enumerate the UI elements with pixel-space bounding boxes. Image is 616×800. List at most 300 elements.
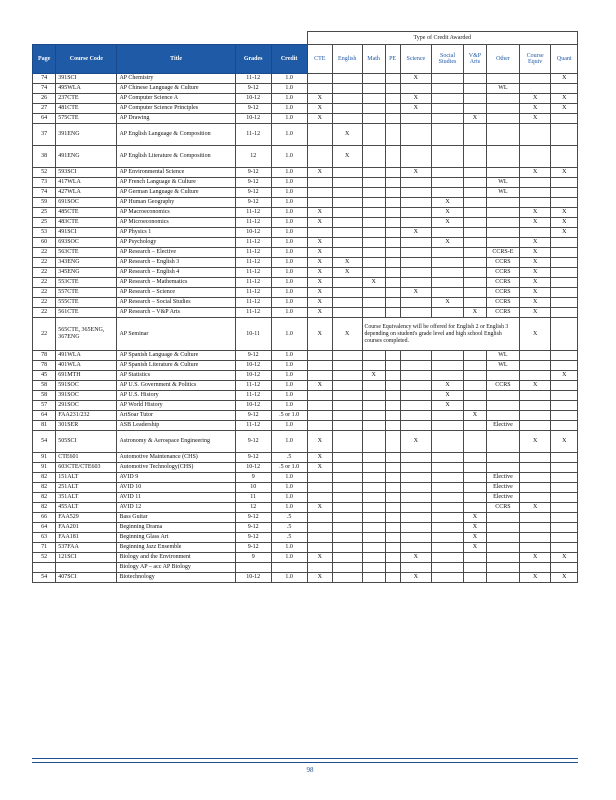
cell-quant [551,351,578,361]
table-row [33,421,578,431]
cell-pe [385,401,400,411]
cell-pe [385,218,400,228]
cell-grades: 11 [235,493,271,503]
cell-pe [385,258,400,268]
cell-page: 53 [33,228,56,238]
cell-grades: 10-12 [235,228,271,238]
cell-pe [385,278,400,288]
cell-quant: X [551,218,578,228]
cell-page: 82 [33,493,56,503]
cell-course-code: FAA201 [56,523,117,533]
cell-title: AP Drawing [117,114,235,124]
cell-equiv [519,124,551,146]
cell-cte: X [307,218,332,228]
cell-science [400,411,432,421]
cell-social [432,278,464,288]
cell-other: CCRS [487,268,520,278]
cell-quant [551,84,578,94]
cell-science [400,268,432,278]
cell-vpa [463,146,486,168]
cell-english [332,483,362,493]
cell-other [487,168,520,178]
cell-course-code: 417WLA [56,178,117,188]
cell-other [487,391,520,401]
cell-math [362,268,385,278]
cell-other [487,218,520,228]
cell-math [362,453,385,463]
cell-equiv [519,198,551,208]
cell-vpa [463,463,486,473]
cell-quant [551,483,578,493]
cell-english: X [332,258,362,268]
table-row [33,238,578,248]
cell-social [432,248,464,258]
cell-equiv: X [519,208,551,218]
cell-quant [551,124,578,146]
cell-equiv: X [519,104,551,114]
cell-empty [271,563,307,573]
cell-science: X [400,104,432,114]
table-row [33,411,578,421]
cell-science [400,298,432,308]
cell-science: X [400,288,432,298]
cell-quant: X [551,104,578,114]
cell-other [487,238,520,248]
cell-pe [385,533,400,543]
cell-grades: 11-12 [235,381,271,391]
cell-empty [551,563,578,573]
cell-other [487,371,520,381]
cell-science: X [400,168,432,178]
cell-math [362,523,385,533]
cell-vpa: X [463,523,486,533]
cell-math [362,391,385,401]
cell-cte: X [307,288,332,298]
cell-course-code: 455ALT [56,503,117,513]
cell-social [432,74,464,84]
cell-math [362,533,385,543]
cell-course-code: 591SOC [56,381,117,391]
cell-page: 66 [33,513,56,523]
cell-grades: 9 [235,553,271,563]
cell-social [432,483,464,493]
cell-science [400,198,432,208]
cell-credit: 1.0 [271,483,307,493]
cell-other [487,533,520,543]
cell-credit: 1.0 [271,74,307,84]
cell-quant [551,258,578,268]
cell-credit: 1.0 [271,351,307,361]
cell-equiv [519,421,551,431]
cell-grades: 11-12 [235,248,271,258]
cell-social: X [432,208,464,218]
cell-pe [385,84,400,94]
cell-vpa: X [463,533,486,543]
cell-grades: 9-12 [235,533,271,543]
cell-equiv [519,371,551,381]
cell-social: X [432,391,464,401]
cell-credit: .5 or 1.0 [271,463,307,473]
cell-page: 64 [33,114,56,124]
cell-cte: X [307,248,332,258]
cell-page: 25 [33,208,56,218]
cell-pe [385,114,400,124]
cell-vpa [463,573,486,583]
cell-social [432,168,464,178]
cell-grades: 12 [235,503,271,513]
cell-grades: 11-12 [235,308,271,318]
cell-math [362,84,385,94]
cell-quant: X [551,371,578,381]
cell-credit: 1.0 [271,308,307,318]
table-row [33,124,578,146]
cell-equiv: X [519,573,551,583]
cell-science [400,308,432,318]
table-row [33,431,578,453]
cell-empty [432,563,464,573]
table-row [33,533,578,543]
cell-credit: 1.0 [271,503,307,513]
cell-equiv [519,543,551,553]
cell-english [332,391,362,401]
table-row [33,298,578,308]
cell-other: Elective [487,473,520,483]
cell-social [432,543,464,553]
cell-equiv [519,228,551,238]
cell-page: 58 [33,381,56,391]
cell-title: Beginning Drama [117,523,235,533]
cell-grades: 11-12 [235,238,271,248]
cell-science [400,493,432,503]
cell-grades: 11-12 [235,298,271,308]
cell-math [362,513,385,523]
cell-title: AP Chinese Language & Culture [117,84,235,94]
cell-course-code: FAA529 [56,513,117,523]
cell-pe [385,308,400,318]
cell-page: 64 [33,411,56,421]
table-row [33,74,578,84]
cell-math [362,168,385,178]
table-row [33,178,578,188]
cell-title: Biology and the Environment [117,553,235,563]
cell-math [362,228,385,238]
cell-math [362,104,385,114]
cell-math [362,401,385,411]
cell-grades: 10-12 [235,401,271,411]
cell-course-code: 555CTE [56,298,117,308]
cell-science [400,473,432,483]
cell-social [432,361,464,371]
cell-title: AP U.S. Government & Politics [117,381,235,391]
cell-vpa [463,178,486,188]
cell-quant [551,238,578,248]
table-row [33,473,578,483]
cell-pe [385,463,400,473]
cell-english [332,178,362,188]
cell-pe [385,188,400,198]
cell-title: Biotechnology [117,573,235,583]
cell-credit: 1.0 [271,218,307,228]
cell-science [400,533,432,543]
cell-vpa [463,238,486,248]
cell-english [332,381,362,391]
column-header-pe: PE [385,45,400,74]
cell-cte: X [307,381,332,391]
cell-math [362,421,385,431]
cell-math [362,114,385,124]
cell-title: AP Research – Mathematics [117,278,235,288]
cell-course-code: 495WLA [56,84,117,94]
cell-grades: 10-12 [235,371,271,381]
table-row [33,218,578,228]
cell-vpa [463,473,486,483]
cell-cte: X [307,503,332,513]
cell-equiv [519,523,551,533]
cell-vpa [463,493,486,503]
cell-other [487,94,520,104]
cell-title: AVID 12 [117,503,235,513]
cell-course-code: 481CTE [56,104,117,114]
cell-math [362,493,385,503]
cell-pe [385,248,400,258]
cell-vpa [463,188,486,198]
cell-cte: X [307,94,332,104]
cell-cte [307,371,332,381]
cell-grades: 10-11 [235,318,271,351]
cell-cte [307,124,332,146]
cell-english [332,513,362,523]
cell-page: 74 [33,74,56,84]
cell-vpa [463,298,486,308]
cell-title: AP Research – English 3 [117,258,235,268]
cell-pe [385,483,400,493]
cell-equiv: X [519,114,551,124]
cell-social [432,268,464,278]
cell-pe [385,288,400,298]
cell-social [432,84,464,94]
cell-english [332,351,362,361]
cell-grades: 10 [235,483,271,493]
cell-page: 22 [33,268,56,278]
cell-page: 38 [33,146,56,168]
cell-science [400,146,432,168]
cell-quant [551,513,578,523]
cell-credit: .5 [271,513,307,523]
cell-course-code: 401WLA [56,361,117,371]
cell-quant [551,146,578,168]
cell-course-code: 561CTE [56,308,117,318]
cell-pe [385,421,400,431]
cell-empty [487,563,520,573]
cell-grades: 11-12 [235,421,271,431]
cell-english [332,573,362,583]
cell-cte [307,421,332,431]
column-header-title: Title [117,45,235,74]
cell-pe [385,146,400,168]
table-row [33,268,578,278]
cell-other: CCRS [487,298,520,308]
cell-social: X [432,381,464,391]
cell-social [432,463,464,473]
course-credit-table [32,31,578,583]
cell-empty [332,563,362,573]
cell-vpa [463,351,486,361]
cell-credit: 1.0 [271,238,307,248]
cell-credit: 1.0 [271,298,307,308]
cell-title: AVID 9 [117,473,235,483]
cell-english [332,288,362,298]
table-row [33,513,578,523]
cell-social [432,533,464,543]
cell-page [33,563,56,573]
cell-pe [385,238,400,248]
cell-other [487,463,520,473]
cell-vpa [463,503,486,513]
cell-social [432,228,464,238]
column-header-math: Math [362,45,385,74]
cell-pe [385,391,400,401]
cell-science: X [400,573,432,583]
cell-title: AP English Literature & Composition [117,146,235,168]
table-row [33,381,578,391]
cell-cte [307,178,332,188]
cell-title: AP Statistics [117,371,235,381]
cell-course-code: 491ENG [56,146,117,168]
cell-equiv: X [519,318,551,351]
cell-page: 22 [33,298,56,308]
cell-course-code: 565CTE, 365ENG, 367ENG [56,318,117,351]
table-row [33,104,578,114]
cell-quant [551,318,578,351]
cell-title: AP Computer Science A [117,94,235,104]
cell-credit: 1.0 [271,371,307,381]
cell-english: X [332,268,362,278]
cell-page: 52 [33,553,56,563]
cell-title: Biology AP – acc AP Biology [117,563,235,573]
cell-pe [385,268,400,278]
cell-english [332,401,362,411]
cell-quant: X [551,208,578,218]
table-row [33,503,578,513]
cell-course-code: 491WLA [56,351,117,361]
cell-social: X [432,198,464,208]
cell-vpa [463,94,486,104]
cell-other: WL [487,188,520,198]
cell-equiv: X [519,238,551,248]
cell-quant: X [551,573,578,583]
cell-other: Elective [487,421,520,431]
cell-title: AP German Language & Culture [117,188,235,198]
cell-title: AP Seminar [117,318,235,351]
cell-other: WL [487,361,520,371]
cell-vpa [463,361,486,371]
cell-quant [551,493,578,503]
cell-credit: 1.0 [271,361,307,371]
cell-cte: X [307,298,332,308]
cell-vpa [463,248,486,258]
cell-social [432,513,464,523]
cell-social [432,503,464,513]
cell-vpa: X [463,513,486,523]
cell-title: AP Spanish Language & Culture [117,351,235,361]
cell-page: 22 [33,258,56,268]
cell-equiv [519,74,551,84]
cell-cte: X [307,318,332,351]
column-header-credit: Credit [271,45,307,74]
cell-page: 82 [33,483,56,493]
cell-english [332,114,362,124]
cell-empty [385,563,400,573]
cell-page: 22 [33,278,56,288]
cell-credit: 1.0 [271,421,307,431]
cell-equiv [519,453,551,463]
cell-math: X [362,278,385,288]
cell-quant [551,463,578,473]
cell-math [362,198,385,208]
cell-credit: 1.0 [271,124,307,146]
cell-english [332,104,362,114]
cell-pe [385,228,400,238]
cell-vpa [463,228,486,238]
cell-course-code: 351ALT [56,493,117,503]
cell-other: WL [487,178,520,188]
table-row [33,371,578,381]
cell-social [432,453,464,463]
cell-pe [385,371,400,381]
cell-quant [551,411,578,421]
cell-social [432,411,464,421]
cell-cte: X [307,573,332,583]
cell-pe [385,94,400,104]
cell-vpa [463,278,486,288]
cell-math [362,178,385,188]
cell-vpa [463,371,486,381]
cell-cte: X [307,553,332,563]
cell-credit: 1.0 [271,228,307,238]
cell-quant [551,114,578,124]
cell-grades: 11-12 [235,258,271,268]
column-header-grades: Grades [235,45,271,74]
cell-science [400,543,432,553]
cell-other [487,208,520,218]
cell-equiv: X [519,248,551,258]
cell-math [362,483,385,493]
cell-vpa [463,381,486,391]
cell-page: 25 [33,218,56,228]
cell-cte [307,146,332,168]
cell-english [332,431,362,453]
cell-cte: X [307,238,332,248]
cell-quant [551,308,578,318]
cell-other [487,114,520,124]
cell-equiv: X [519,503,551,513]
cell-social [432,573,464,583]
table-row [33,278,578,288]
cell-math [362,543,385,553]
cell-course-code: FAA181 [56,533,117,543]
cell-math [362,463,385,473]
cell-quant [551,421,578,431]
cell-science [400,238,432,248]
cell-science [400,258,432,268]
cell-grades: 11-12 [235,391,271,401]
cell-vpa [463,268,486,278]
cell-english [332,523,362,533]
cell-english [332,473,362,483]
cell-math [362,431,385,453]
cell-page: 26 [33,94,56,104]
cell-page: 63 [33,533,56,543]
